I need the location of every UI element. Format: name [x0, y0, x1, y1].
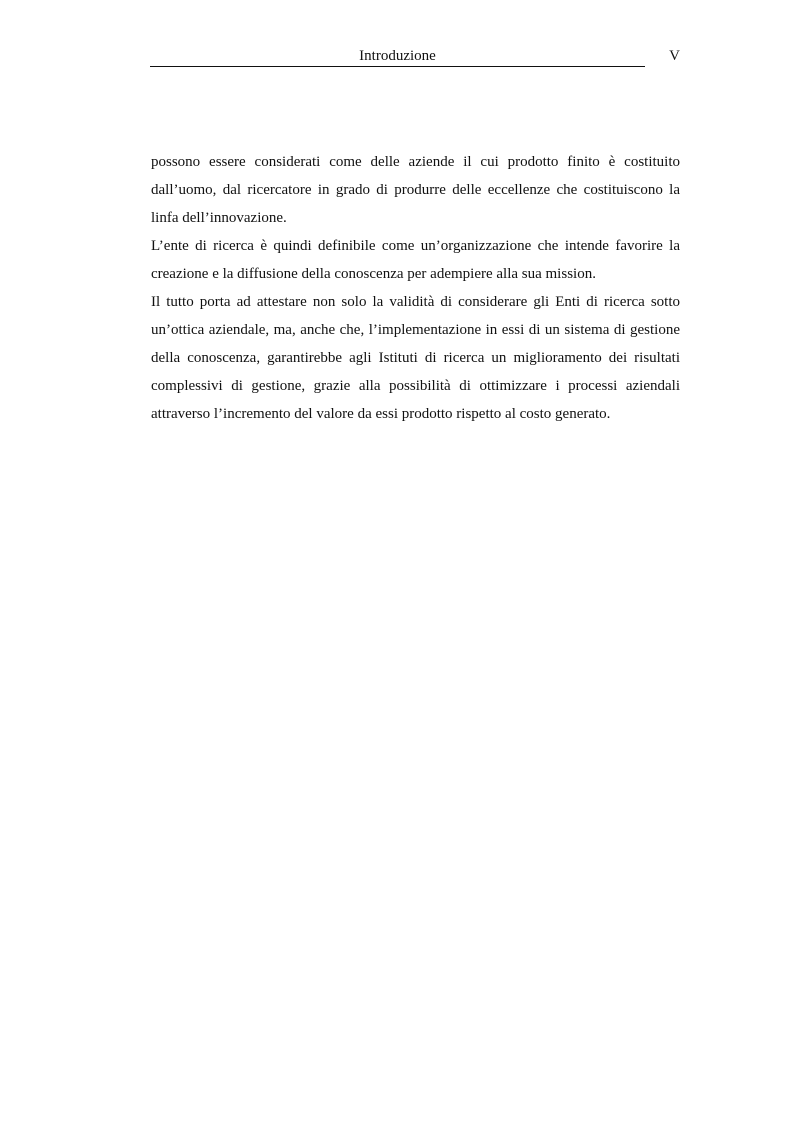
paragraph-1: possono essere considerati come delle aziende il cui prodotto finito è costituito dall’uomo, dal ricercatore in grado di produrre delle eccellenze che costituiscono la linfa dell’innovazione. [151, 154, 680, 226]
chapter-title: Introduzione [359, 48, 436, 64]
body-text [151, 148, 680, 428]
paragraph-2: L’ente di ricerca è quindi definibile come un’organizzazione che intende favorire la creazione e la diffusione della conoscenza per adempiere alla sua mission. [151, 238, 680, 282]
paragraph-3: Il tutto porta ad attestare non solo la validità di considerare gli Enti di ricerca sotto un’ottica aziendale, ma, anche che, l’implementazione in essi di un sistema di gestione della conoscenza, garantirebbe agli Istituti di ricerca un miglioramento dei risultati complessivi di gestione, grazie alla possibilità di ottimizzare i processi aziendali attraverso l’incremento del valore da essi prodotto rispetto al costo generato. [151, 294, 680, 422]
page-number: V [669, 48, 680, 64]
header-rule [150, 66, 645, 67]
running-header [150, 46, 680, 68]
